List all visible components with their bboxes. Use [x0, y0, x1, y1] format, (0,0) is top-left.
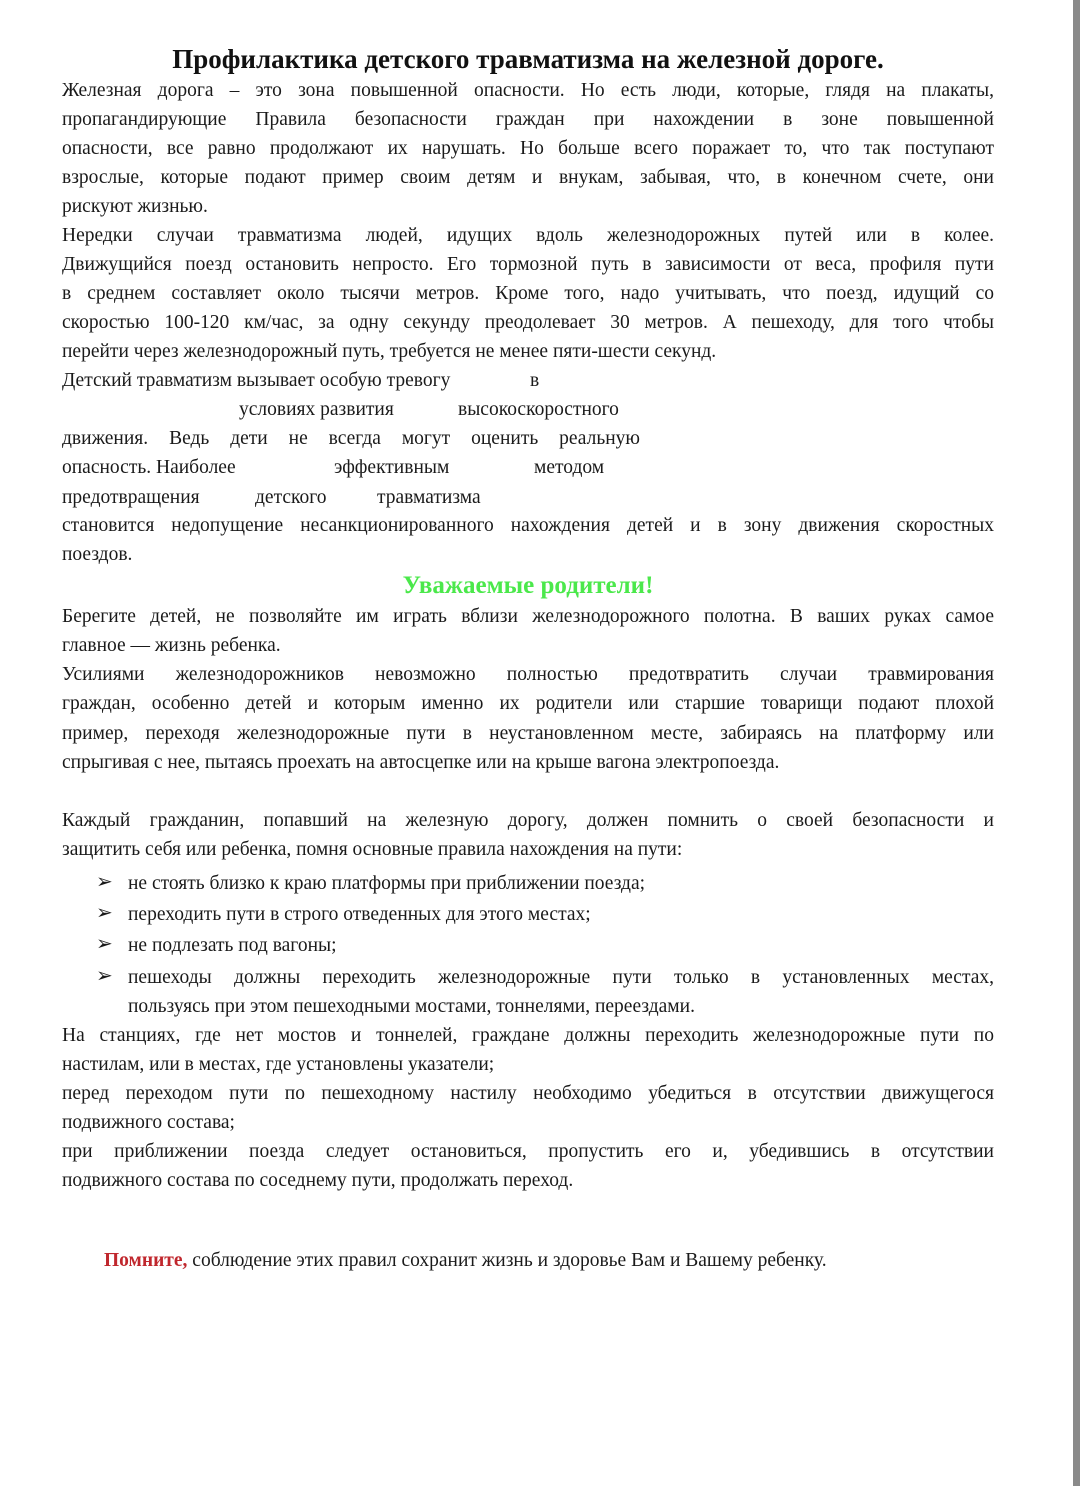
para3-fragment: травматизма [377, 487, 481, 508]
stations-line: На станциях, где нет мостов и тоннелей, граждане должны переходить железнодорожные пути по [62, 1025, 994, 1046]
para3-line: поездов. [62, 544, 133, 565]
para3-fragment: высокоскоростного [458, 399, 619, 420]
rule-item: переходить пути в строго отведенных для этого местах; [128, 904, 591, 925]
para3-fragment: детского [255, 487, 327, 508]
para3-fragment: Детский травматизм вызывает особую тревогу [62, 370, 451, 391]
para2-line: Нередки случаи травматизма людей, идущих вдоль железнодорожных путей или в колее. [62, 225, 994, 246]
citizen-line: Каждый гражданин, попавший на железную дорогу, должен помнить о своей безопасности и [62, 810, 994, 831]
para3-fragment: методом [534, 457, 605, 478]
arrowhead-bullet-icon: ➢ [96, 902, 113, 924]
intro-line: рискуют жизнью. [62, 196, 208, 217]
rule-item: не подлезать под вагоны; [128, 935, 337, 956]
stations-line: подвижного состава по соседнему пути, продолжать переход. [62, 1170, 574, 1191]
remember-text: соблюдение этих правил сохранит жизнь и здоровье Вам и Вашему ребенку. [187, 1250, 827, 1271]
parents-line: спрыгивая с нее, пытаясь проехать на автосцепке или на крыше вагона электропоезда. [62, 752, 780, 773]
intro-line: опасности, все равно продолжают их нарушать. Но больше всего поражает то, что так поступают [62, 138, 994, 159]
stations-line: подвижного состава; [62, 1112, 235, 1133]
para3-line: становится недопущение несанкционированного нахождения детей и в зону движения скоростных [62, 515, 994, 536]
para3-fragment: эффективным [334, 457, 450, 478]
remember-note [104, 1246, 827, 1275]
parents-line: граждан, особенно детей и которым именно их родители или старшие товарищи подают плохой [62, 693, 994, 714]
page-edge-divider [1073, 0, 1080, 1486]
rule-item: не стоять близко к краю платформы при приближении поезда; [128, 873, 646, 894]
parents-line: Усилиями железнодорожников невозможно полностью предотвратить случаи травмирования [62, 664, 994, 685]
intro-line: взрослые, которые подают пример своим детям и внукам, забывая, что, в конечном счете, они [62, 167, 994, 188]
parents-line: пример, переходя железнодорожные пути в неустановленном месте, забираясь на платформу или [62, 723, 994, 744]
arrowhead-bullet-icon: ➢ [96, 933, 113, 955]
arrowhead-bullet-icon: ➢ [96, 871, 113, 893]
parents-line: главное — жизнь ребенка. [62, 635, 281, 656]
parents-line: Берегите детей, не позволяйте им играть вблизи железнодорожного полотна. В ваших руках самое [62, 606, 994, 627]
para2-line: в среднем составляет около тысячи метров. Кроме того, надо учитывать, что поезд, идущий со [62, 283, 994, 304]
stations-line: перед переходом пути по пешеходному настилу необходимо убедиться в отсутствии движущегося [62, 1083, 994, 1104]
arrowhead-bullet-icon: ➢ [96, 965, 113, 987]
para2-line: Движущийся поезд остановить непросто. Его тормозной путь в зависимости от веса, профиля пути [62, 254, 994, 275]
remember-lead: Помните, [104, 1250, 188, 1271]
rule-item-continued: пользуясь при этом пешеходными мостами, тоннелями, переездами. [128, 996, 695, 1017]
intro-line: пропагандирующие Правила безопасности граждан при нахождении в зоне повышенной [62, 109, 994, 130]
intro-line: Железная дорога – это зона повышенной опасности. Но есть люди, которые, глядя на плакаты, [62, 80, 994, 101]
para2-line: перейти через железнодорожный путь, требуется не менее пяти-шести секунд. [62, 341, 717, 362]
para2-line: скоростью 100-120 км/час, за одну секунду преодолевает 30 метров. А пешеходу, для того чтобы [62, 312, 994, 333]
citizen-line: защитить себя или ребенка, помня основные правила нахождения на пути: [62, 839, 683, 860]
para3-fragment: условиях развития [239, 399, 394, 420]
para3-fragment: в [530, 370, 540, 391]
rule-item: пешеходы должны переходить железнодорожные пути только в установленных местах, [128, 967, 994, 988]
para3-fragment: движения. Ведь дети не всегда могут оценить реальную [62, 428, 640, 449]
parents-heading: Уважаемые родители! [402, 572, 654, 599]
stations-line: при приближении поезда следует остановиться, пропустить его и, убедившись в отсутствии [62, 1141, 994, 1162]
para3-fragment: предотвращения [62, 487, 200, 508]
stations-line: настилам, или в местах, где установлены указатели; [62, 1054, 495, 1075]
document-title: Профилактика детского травматизма на железной дороге. [172, 44, 884, 74]
para3-fragment: опасность. Наиболее [62, 457, 236, 478]
